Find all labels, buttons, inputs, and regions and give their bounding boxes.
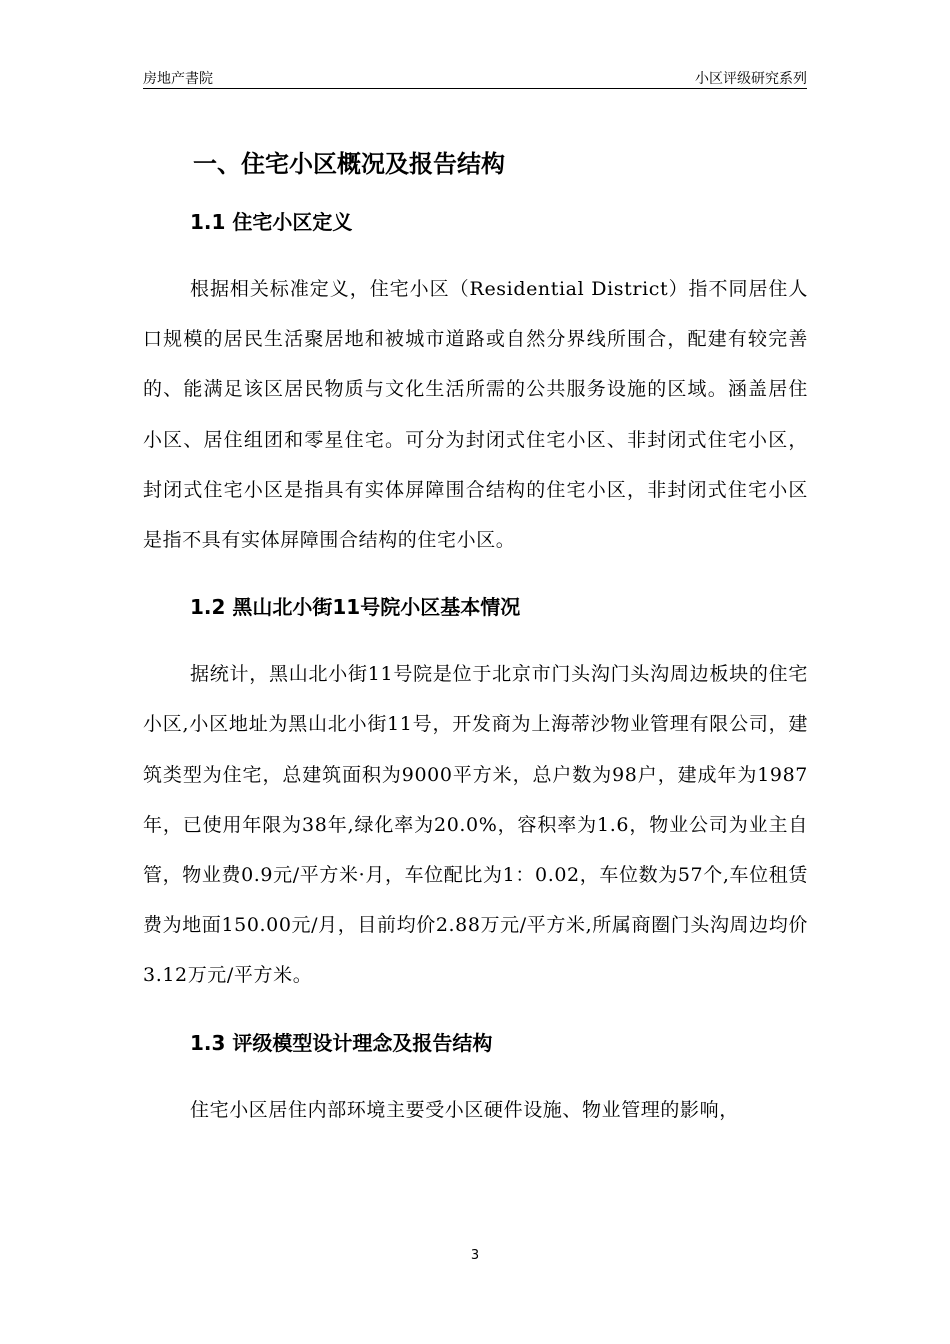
paragraph-basic-info: 据统计，黑山北小街11号院是位于北京市门头沟门头沟周边板块的住宅小区,小区地址为黑山北小街11号，开发商为上海蒂沙物业管理有限公司，建筑类型为住宅，总建筑面积为9000平方米，总户数为98户，建成年为1987年，已使用年限为38年,绿化率为20.0%，容积率为1.6，物业公司为业主自管，物业费0.9元/平方米·月，车位配比为1：0.02，车位数为57个,车位租赁费为地面150.00元/月，目前均价2.88万元/平方米,所属商圈门头沟周边均价3.12万元/平方米。 xyxy=(143,663,808,987)
document-body xyxy=(143,140,808,1161)
page-header xyxy=(143,62,807,89)
subsection-title-1-2: 1.2 黑山北小街11号院小区基本情况 xyxy=(190,595,521,620)
paragraph-definition: 根据相关标准定义，住宅小区（Residential District）指不同居住人口规模的居民生活聚居地和被城市道路或自然分界线所围合，配建有较完善的、能满足该区居民物质与文化生活所需的公共服务设施的区域。涵盖居住小区、居住组团和零星住宅。可分为封闭式住宅小区、非封闭式住宅小区，封闭式住宅小区是指具有实体屏障围合结构的住宅小区，非封闭式住宅小区是指不具有实体屏障围合结构的住宅小区。 xyxy=(143,278,808,552)
header-right-title: 小区评级研究系列 xyxy=(695,71,807,87)
section-title: 一、住宅小区概况及报告结构 xyxy=(193,150,505,178)
subsection-title-1-3: 1.3 评级模型设计理念及报告结构 xyxy=(190,1030,493,1055)
page-number: 3 xyxy=(470,1248,480,1263)
subsection-title-1-1: 1.1 住宅小区定义 xyxy=(190,210,353,234)
header-left-title: 房地产書院 xyxy=(143,71,213,87)
paragraph-model-design: 住宅小区居住内部环境主要受小区硬件设施、物业管理的影响， xyxy=(190,1098,739,1121)
